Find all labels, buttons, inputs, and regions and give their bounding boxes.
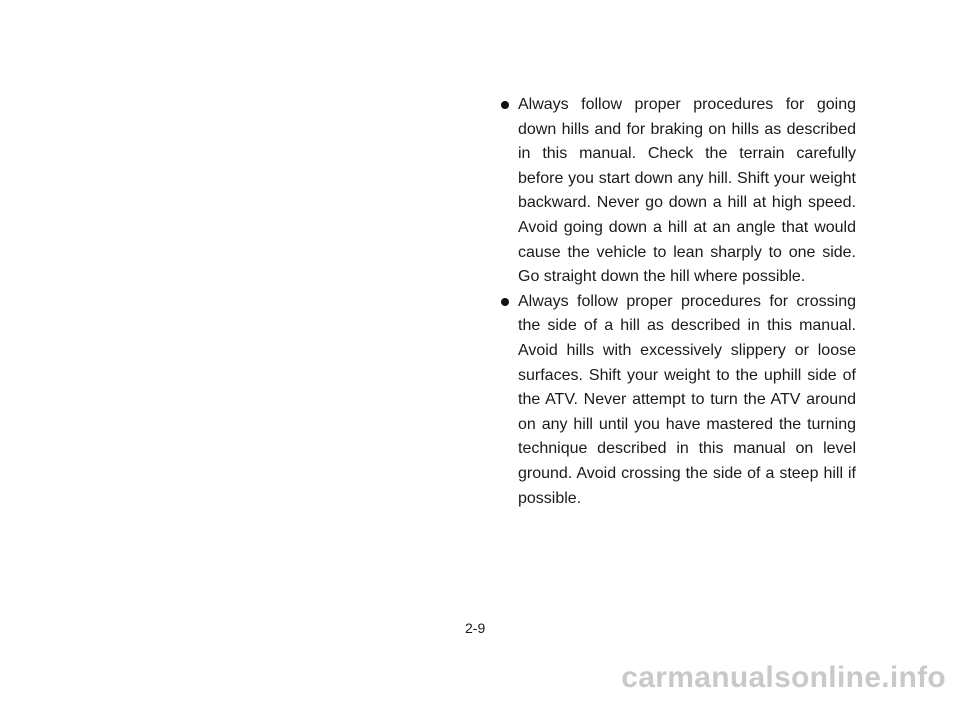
bullet-dot-icon [501,101,509,109]
manual-text-column [498,93,856,511]
warning-bullet-list [498,93,856,511]
bullet-text: Always follow proper procedures for going down hills and for braking on hills as described in this manual. Check the terrain carefully before you start down any hill. Shift your weight backward. Never go down a hill at high speed. Avoid going down a hill at an angle that would cause the vehicle to lean sharply to one side. Go straight down the hill where possible. [518,96,856,286]
bullet-text: Always follow proper procedures for crossing the side of a hill as described in this manual. Avoid hills with excessively slippery or loose surfaces. Shift your weight to the uphill side of the ATV. Never attempt to turn the ATV around on any hill until you have mastered the turning technique described in this manual on level ground. Avoid crossing the side of a steep hill if possible. [518,292,856,507]
bullet-dot-icon [501,298,509,306]
page-number: 2-9 [465,620,486,636]
bullet-item-going-down-hills [498,93,856,290]
bullet-item-crossing-hills [498,290,856,511]
watermark-logo: carmanualsonline.info [621,661,946,694]
